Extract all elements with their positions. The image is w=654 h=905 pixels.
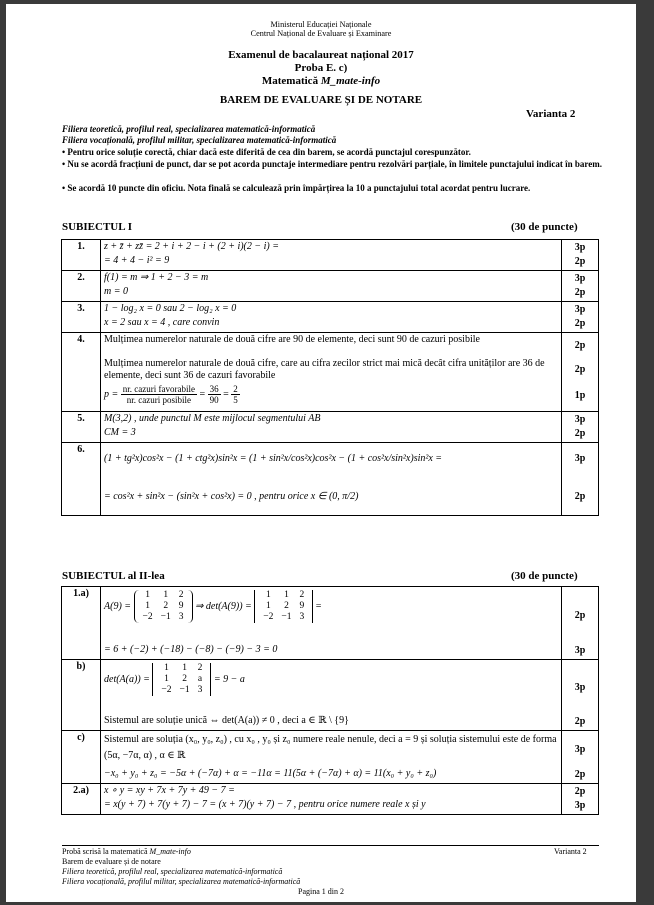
subiect-2-table <box>61 586 599 815</box>
matrix-cell: −1 <box>179 685 190 695</box>
matrix-cell: 9 <box>299 601 305 611</box>
fraction-numerator: nr. cazuri favorabile <box>122 384 195 394</box>
points-value: 2p <box>574 318 586 329</box>
fraction-numerator: 36 <box>209 384 219 394</box>
matrix-cell: 1 <box>284 590 289 600</box>
instruction-2: • Nu se acordă fracțiuni de punct, dar se pot acorda punctaje intermediare pentru rezolvări parțiale, în limitele punctajului indicat în barem. <box>62 159 602 169</box>
matrix-cell: 1 <box>145 590 150 600</box>
solution-line: A(9) = 1 1 2 1 2 9 −2 −1 3 ⇒ det(A(9)) = 1 1 2 1 2 9 −2 −1 3 = <box>104 590 322 622</box>
item-number: 3. <box>62 302 101 333</box>
points-value: 1p <box>574 390 586 401</box>
varianta-label: Varianta 2 <box>526 108 576 120</box>
filiera-1: Filiera teoretică, profilul real, specializarea matematică-informatică <box>62 124 316 134</box>
item-number: 5. <box>62 412 101 443</box>
matrix-cell: 1 <box>265 590 271 600</box>
probability-formula: p = $\frac{\text{nr. cazuri favorabile}}{\text{nr. cazuri posibile}}$ = $\frac{36}{90}$ = $\frac{2}{5}$ <box>104 384 238 405</box>
matrix-cell: 1 <box>164 674 169 684</box>
solution-line: z + z̄ + zz̄ = 2 + i + 2 − i + (2 + i)(2 − i) = <box>104 241 279 252</box>
p-label: p = <box>104 388 119 400</box>
solution-line: x = 2 sau x = 4 , care convin <box>104 317 220 328</box>
points-value: 2p <box>574 491 586 502</box>
footer-line-3 <box>62 867 282 876</box>
table-row <box>62 302 599 333</box>
matrix <box>134 590 193 623</box>
matrix-cell: 1 <box>265 601 271 611</box>
footer-varianta: Varianta 2 <box>554 847 587 856</box>
points-value: 2p <box>574 428 586 439</box>
footer-line-2: Barem de evaluare și de notare <box>62 857 161 866</box>
item-number: 4. <box>62 333 101 412</box>
table-row <box>62 412 599 443</box>
points-value: 3p <box>574 645 586 656</box>
points-value: 3p <box>574 682 586 693</box>
determinant <box>254 590 313 623</box>
footer-prefix: Probă scrisă la matematică <box>62 847 150 856</box>
matrix-cell: 9 <box>178 601 184 611</box>
table-row <box>62 240 599 271</box>
determinant <box>152 663 211 696</box>
footer-line-1 <box>62 847 191 856</box>
points-value: 3p <box>574 453 586 464</box>
item-number: 2.a) <box>62 784 101 815</box>
matrix-cell: 2 <box>178 590 184 600</box>
fraction <box>121 384 197 405</box>
fraction-denominator: 5 <box>233 395 238 405</box>
instruction-3: • Se acordă 10 puncte din oficiu. Nota finală se calculează prin împărțirea la 10 a punctajului total acordat pentru lucrare. <box>62 183 531 193</box>
solution-line: 1 − log₂ x = 0 sau 2 − log₂ x = 0 <box>104 303 237 314</box>
table-row <box>62 443 599 516</box>
matrix-cell: 1 <box>145 601 150 611</box>
matrix-cell: 2 <box>197 663 203 673</box>
determinant-label: det(A(a)) = <box>104 673 150 685</box>
points-value: 2p <box>574 256 586 267</box>
points-value: 3p <box>574 414 586 425</box>
solution-line: = 6 + (−2) + (−18) − (−8) − (−9) − 3 = 0 <box>104 644 278 655</box>
fraction-denominator: nr. cazuri posibile <box>126 395 191 405</box>
solution-line: −x₀ + y₀ + z₀ = −5α + (−7α) + α = −11α = 11(5α + (−7α) + α) = 11(x₀ + y₀ + z₀) <box>104 768 437 779</box>
matrix-cell: −1 <box>281 612 292 622</box>
fraction-denominator: 90 <box>209 395 219 405</box>
subject-name: M_mate-info <box>320 75 381 87</box>
table-row <box>62 587 599 660</box>
item-number: 2. <box>62 271 101 302</box>
matrix-cell: 2 <box>182 674 187 684</box>
solution-line: = 4 + 4 − i² = 9 <box>104 255 170 266</box>
fraction-numerator: 2 <box>233 384 238 394</box>
matrix-cell: −2 <box>161 685 172 695</box>
fraction <box>231 384 240 405</box>
page-number: Pagina 1 din 2 <box>298 887 344 896</box>
filiera-2: Filiera vocațională, profilul militar, specializarea matematică-informatică <box>62 135 337 145</box>
points-value: 3p <box>574 304 586 315</box>
matrix-cell: −2 <box>263 612 274 622</box>
solution-line: Mulțimea numerelor naturale de două cifre are 90 de elemente, deci sunt 90 de cazuri posibile <box>104 334 480 345</box>
subiect-1-title: SUBIECTUL I <box>62 221 133 233</box>
item-number: 1.a) <box>62 587 101 660</box>
matrix-cell: 1 <box>163 590 169 600</box>
exam-title: Examenul de bacalaureat național 2017 <box>228 49 414 61</box>
points-value: 3p <box>574 800 586 811</box>
footer-subject: M_mate-info <box>149 847 191 856</box>
solution-line: m = 0 <box>104 286 128 297</box>
subiect-2-points: (30 de puncte) <box>511 570 578 582</box>
item-number: b) <box>62 660 101 731</box>
matrix-cell: −2 <box>142 612 153 622</box>
barem-title: BAREM DE EVALUARE ȘI DE NOTARE <box>219 94 423 106</box>
solution-line: Mulțimea numerelor naturale de două cifre, care au cifra zecilor strict mai mică decât cifra unităților are 36 de elemente, deci sunt 36 de cazuri favorabile <box>104 358 545 381</box>
points-value: 2p <box>574 716 586 727</box>
matrix-cell: 3 <box>299 612 305 622</box>
solution-line: f(1) = m ⇒ 1 + 2 − 3 = m <box>104 272 209 283</box>
solution-line: = x(y + 7) + 7(y + 7) − 7 = (x + 7)(y + 7) − 7 , pentru orice numere reale x și y <box>104 799 426 810</box>
footer-line-4 <box>62 877 300 886</box>
solution-line: Sistemul are soluție unică ⇔ det(A(a)) ≠ 0 , deci a ∈ ℝ \ {9} <box>104 715 349 726</box>
item-number: 1. <box>62 240 101 271</box>
matrix-label: A(9) = <box>104 600 132 612</box>
solution-line <box>104 661 558 715</box>
subject-prefix: Matematică <box>261 75 321 87</box>
subiect-2-title: SUBIECTUL al II-lea <box>62 570 165 582</box>
item-number: c) <box>62 731 101 784</box>
points-value: 2p <box>574 786 586 797</box>
points-value: 2p <box>574 340 586 351</box>
subiect-1-points: (30 de puncte) <box>511 221 578 233</box>
determinant-result: = 9 − a <box>213 673 245 685</box>
table-row <box>62 271 599 302</box>
points-value: 2p <box>574 364 586 375</box>
instruction-1: • Pentru orice soluție corectă, chiar dacă este diferită de cea din barem, se acordă punctajul corespunzător. <box>62 147 471 157</box>
subject-title <box>6 75 636 88</box>
matrix-cell: 2 <box>299 590 305 600</box>
table-row <box>62 731 599 784</box>
points-value: 2p <box>574 769 586 780</box>
matrix-cell: 1 <box>164 663 169 673</box>
matrix-cell: −1 <box>160 612 171 622</box>
center-name: Centrul Național de Evaluare și Examinare <box>250 29 392 38</box>
ministry-name: Ministerul Educației Naționale <box>270 20 372 29</box>
item-number: 6. <box>62 443 101 516</box>
matrix-cell: a <box>197 674 203 684</box>
solution-line: (1 + tg²x)cos²x − (1 + ctg²x)sin²x = (1 + sin²x/cos²x)cos²x − (1 + cos²x/sin²x)sin²x = <box>104 453 443 464</box>
solution-line: Sistemul are soluția (x₀, y₀, z₀) , cu x₀ , y₀ și z₀ numere reale nenule, deci a = 9 și soluția sistemului este de forma (5α, −7α, α) , α ∈ ℝ <box>104 734 557 761</box>
matrix-cell: 3 <box>178 612 184 622</box>
matrix-cell: 2 <box>163 601 169 611</box>
points-value: 3p <box>574 273 586 284</box>
matrix-cell: 3 <box>197 685 203 695</box>
points-value: 2p <box>574 287 586 298</box>
footer-divider <box>62 845 599 846</box>
table-row <box>62 333 599 412</box>
fraction <box>208 384 221 405</box>
points-value: 3p <box>574 744 586 755</box>
exam-page <box>6 4 636 902</box>
matrix-cell: 1 <box>182 663 187 673</box>
subiect-1-table <box>61 239 599 516</box>
footer-filiera-1: Filiera teoretică, profilul real, specializarea matematică-informatică <box>62 867 283 876</box>
solution-line: CM = 3 <box>104 427 136 438</box>
solution-line: x ∘ y = xy + 7x + 7y + 49 − 7 = <box>104 785 235 796</box>
table-row <box>62 784 599 815</box>
table-row <box>62 660 599 731</box>
matrix-cell: 2 <box>284 601 289 611</box>
points-value: 2p <box>574 610 586 621</box>
proba-title: Proba E. c) <box>294 62 348 74</box>
solution-line: M(3,2) , unde punctul M este mijlocul segmentului AB <box>104 413 321 424</box>
footer-filiera-2: Filiera vocațională, profilul militar, specializarea matematică-informatică <box>62 877 301 886</box>
points-value: 3p <box>574 242 586 253</box>
determinant-label: ⇒ det(A(9)) = <box>195 600 252 612</box>
solution-line: = cos²x + sin²x − (sin²x + cos²x) = 0 , pentru orice x ∈ (0, π/2) <box>104 491 359 502</box>
